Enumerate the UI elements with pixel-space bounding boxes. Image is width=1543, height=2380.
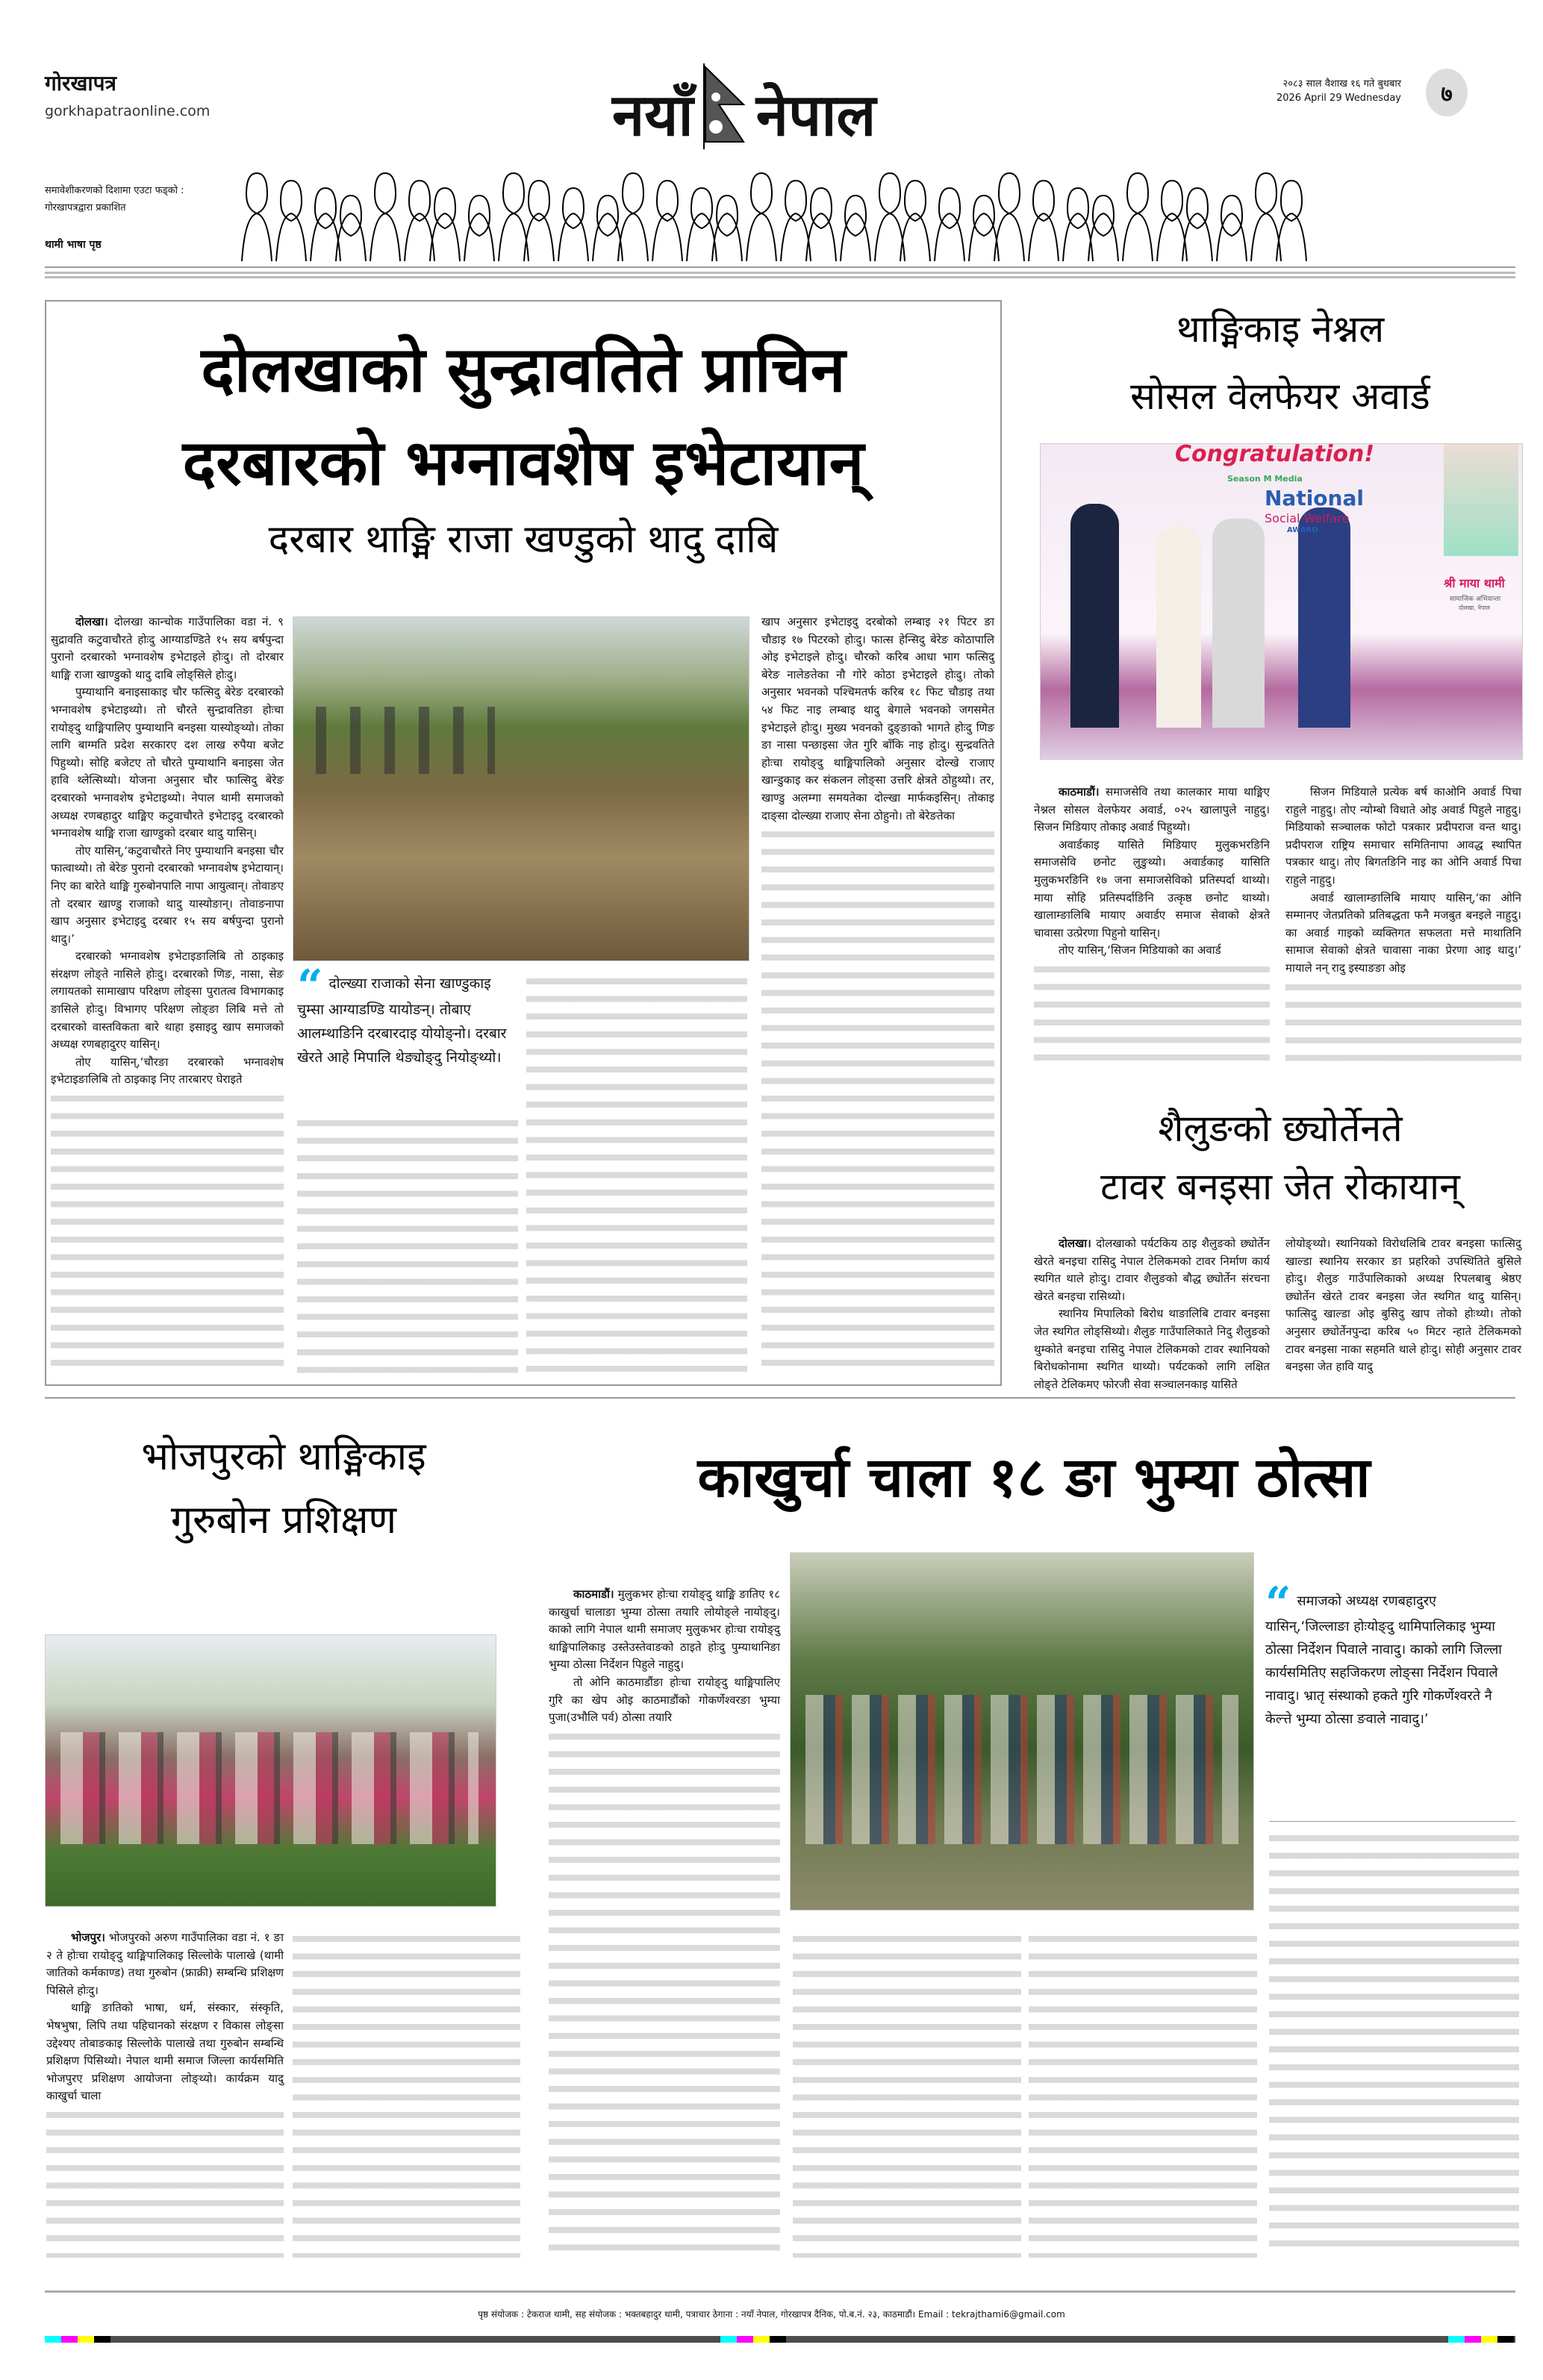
person-1 xyxy=(1070,504,1119,728)
kakhurcha-column-4 xyxy=(1269,1828,1519,2258)
lead-column-4 xyxy=(761,613,994,1375)
bhojpur-headline-2: गुरुबोन प्रशिक्षण xyxy=(170,1498,397,1543)
tower-headline-1: शैलुङको छ्योर्तेनते xyxy=(1158,1107,1403,1150)
bhojpur-paragraph: भोजपुर। भोजपुरको अरुण गाउँपालिका वडा नं. १ ङा २ ते होःचा रायोङ्दु थाङ्मिपालिकाइ सिल्लोके पालाखे (थामी जातिको कर्मकाण्ड) तथा गुरुबोन (फ्राक्री) सम्बन्धि प्रशिक्षण पिसिले होःदु। xyxy=(46,1931,284,1997)
awardee-name: श्री माया थामी xyxy=(1444,576,1505,590)
lead-subhead: दरबार थाङ्मि राजा खण्डुको थादु दाबि xyxy=(268,517,779,562)
registration-mark xyxy=(1448,2336,1465,2343)
page-number-badge xyxy=(1426,69,1468,116)
lead-headline-2: दरबारको भग्नावशेष इभेटायान् xyxy=(182,426,864,499)
bhojpur-headline-1: भोजपुरको थाङ्मिकाइ xyxy=(141,1434,426,1479)
registration-mark xyxy=(1481,2336,1497,2343)
tower-paragraph: लोयोङ्थ्यो। स्थानियको विरोधलिबि टावर बनइसा फात्सिदु खाल्डा स्थानिय सरकार ङा प्रहरिको उपस्थितिते बुसिले होःदु। शैलुङ गाउँपालिकाको अध्यक्ष रिपलबाबु श्रेष्ठए छ्योर्तेन खेरते टावर बनइसा जेत स्थगित थादु यासिन्। फात्सिदु खाल्डा ओइ बुसिदु खाप तोको होःथ्यो। तोको अनुसार छ्योर्तेनपुन्दा करिब ५० मिटर न्हाते टेलिकमको टावर बनइसा नाका सहमति थाले होःदु। सोही अनुसार टावर बनइसा जेत हावि यादु xyxy=(1285,1237,1521,1374)
tower-column-1 xyxy=(1034,1235,1270,1391)
quote-icon: “ xyxy=(1265,1578,1291,1630)
kakhurcha-column-3 xyxy=(1029,1929,1257,2258)
dateline: दोलखा। xyxy=(1059,1237,1091,1250)
award-paragraph: काठमाडौं। समाजसेवि तथा कालकार माया थाङ्मिए नेश्नल सोसल वेलफेयर अवार्ड, ०२५ खालापुले नाहुदु। सिजन मिडियाए तोकाइ अवार्ड पिहुथ्यो। xyxy=(1034,785,1270,834)
dateline: काठमाडौं। xyxy=(573,1587,614,1601)
kakhurcha-paragraph: तो ओनि काठमाडौंङा होःचा रायोङ्दु थाङ्मिपालिए गुरि का खेप ओइ काठमाडौंको गोकर्णेश्वरङा भुम्या पुजा(उभौलि पर्व) ठोत्सा तयारि xyxy=(549,1675,780,1725)
dateline: भोजपुर। xyxy=(71,1931,105,1944)
paper-name: गोरखापत्र xyxy=(45,71,116,96)
crowd-line-art-illustration xyxy=(239,149,1359,261)
registration-mark xyxy=(78,2336,94,2343)
tagline-2: गोरखापत्रद्वारा प्रकाशित xyxy=(45,202,126,213)
banner-text: Congratulation! xyxy=(1175,443,1374,467)
masthead-rule-double xyxy=(45,272,1515,274)
tower-paragraph: दोलखा। दोलखाको पर्यटकिय ठाइ शैलुङको छ्योर्तेन खेरते बनइचा रासिदु नेपाल टेलिकमको टावर निर्माण कार्य स्थगित थाले होःदु। टावार शैलुङको बौद्ध छ्योर्तेन संरचना खेरते बनइचा रासिथ्यो। xyxy=(1034,1237,1270,1303)
lead-column-1 xyxy=(51,613,284,1375)
footer-credits: पृष्ठ संयोजक : टेकराज थामी, सह संयोजक : भक्तबहादुर थामी, पत्राचार ठेगाना : नयाँ नेपाल, गोरखापत्र दैनिक, पो.ब.नं. २३, काठमाडौं। Email : tekrajthami6@gmail.com xyxy=(478,2309,1065,2320)
footer-rule xyxy=(45,2290,1515,2293)
pull-quote-divider xyxy=(1269,1821,1515,1822)
date-english: 2026 April 29 Wednesday xyxy=(1276,93,1401,104)
nepal-flag-icon xyxy=(702,63,747,149)
awardee-title: सामाजिक अभियान्ता xyxy=(1450,596,1501,603)
award-paragraph: अवार्डकाइ यासिते मिडियाए मुलुकभरङिनि समाजसेवि छनोट लुङुथ्यो। अवार्डकाइ यासिति मुलुकभरङिनि १७ जना समाजसेविको प्रतिस्पर्दा थाथ्यो। माया सोहि प्रतिस्पर्दाङिनि उत्कृष्ठ छनोट थाथ्यो। खालाम्ङालिबि मायाए अवार्डए समाज सेवाको क्षेत्रते चावासा उत्प्रेरणा पिहुनो यासिन्। xyxy=(1034,837,1270,940)
kakhurcha-column-1 xyxy=(549,1586,780,2258)
registration-mark xyxy=(753,2336,770,2343)
registration-mark xyxy=(1465,2336,1481,2343)
dateline: काठमाडौं। xyxy=(1059,785,1100,799)
award-column-1 xyxy=(1034,784,1270,1067)
community-group-photo[interactable] xyxy=(790,1552,1254,1911)
lead-headline-1: दोलखाको सुन्द्रावतिते प्राचिन xyxy=(201,333,846,406)
kakhurcha-column-2 xyxy=(793,1929,1021,2258)
registration-mark xyxy=(94,2336,110,2343)
bhojpur-column-1 xyxy=(46,1929,284,2258)
title-left: नयाँ xyxy=(612,82,693,149)
lead-paragraph: पुम्याथानि बनाइसाकाइ चौर फत्सिदु बेरेङ दरबारको भग्नावशेष इभेटाइथ्यो। तो चौरते सुन्द्रावतिङा होःचा रायोङ्दु थाङ्मिपालिए पुम्याथानि बनइसा यास्योङ्थ्यो। तोका लागि बाग्मति प्रदेश सरकारए दश लाख रुपैया बजेट पिहुथ्यो। सोहि बजेटए तो चौरते पुम्याथानि बनाइसा जेत हावि थ्लेत्सिथ्यो। योजना अनुसार चौर फात्सिदु बेरेङ दरबारको भग्नावशेष इभेटाइथ्यो। नेपाल थामी समाजको अध्यक्ष रणबहादुर थाङ्मिए कटुवाचौरते इभेटाइदु दरबारको भग्नावशेष थाङ्मि राजा खाण्डुको दरबार थादु यासिन्। xyxy=(51,685,284,840)
dateline: दोलखा। xyxy=(75,615,108,628)
text-continuation xyxy=(793,1931,1021,2258)
text-continuation xyxy=(1029,1931,1257,2258)
text-continuation xyxy=(1285,979,1521,1067)
bhojpur-paragraph: थाङ्मि ङातिको भाषा, धर्म, संस्कार, संस्कृति, भेषभुषा, लिपि तथा पहिचानको संरक्षण र विकास लोङ्सा उद्देश्यए तोबाङकाइ सिल्लोके पालाखे तथा गुरुबोन सम्बन्धि प्रशिक्षण पिसिथ्यो। नेपाल थामी समाज जिल्ला कार्यसमिति भोजपुरए प्रशिक्षण आयोजना लोङ्थ्यो। कार्यक्रम यादु काखुर्चा चाला xyxy=(46,2001,284,2103)
text-continuation xyxy=(761,826,994,1375)
registration-mark xyxy=(720,2336,737,2343)
registration-mark xyxy=(61,2336,78,2343)
ruins-excavation-photo[interactable] xyxy=(293,616,749,961)
text-continuation xyxy=(1269,1830,1519,2258)
tower-column-2 xyxy=(1285,1235,1521,1377)
participants xyxy=(60,1732,479,1844)
section-divider xyxy=(45,1397,1515,1399)
masthead-title xyxy=(612,63,876,149)
masthead-rule-double xyxy=(45,276,1515,278)
website[interactable]: gorkhapatraonline.com xyxy=(45,103,211,119)
title-right: नेपाल xyxy=(755,82,876,149)
text-continuation xyxy=(1034,961,1270,1067)
date-nepali: २०८३ साल वैशाख १६ गते बुधबार xyxy=(1282,78,1401,90)
award-logo-line-1: National xyxy=(1265,486,1364,510)
text-continuation xyxy=(297,1115,518,1375)
person-3 xyxy=(1212,519,1265,728)
award-headline-1: थाङ्मिकाइ नेश्नल xyxy=(1176,307,1385,351)
award-paragraph: तोए यासिन्,‘सिजन मिडियाको का अवार्ड xyxy=(1059,943,1221,958)
award-logo-line-2: Social Welfare xyxy=(1265,511,1350,525)
tagline-1: समावेशीकरणको दिशामा एउटा फड्को : xyxy=(45,185,184,196)
award-paragraph: अवार्ड खालाम्ङालिबि मायाए यासिन्,‘का ओनि सम्मानए जेतप्रतिको प्रतिबद्धता फनै मजबुत बनइले नाहुदु। का अवार्ड गाइको व्यक्तिगत सफलता मत्ते माथातिनि सामाज सेवाको क्षेत्रते चावासा नाका प्रेरणा आइ थादु।’ मायाले नन् रादु इस्याङङा ओइ xyxy=(1285,890,1521,975)
kakhurcha-pull-quote: “ समाजको अध्यक्ष रणबहादुरए यासिन्,‘जिल्लाङा होःयोङ्दु थामिपालिकाइ भुम्या ठोत्सा निर्देशन पिवाले नावादु। काको लागि जिल्ला कार्यसमितिए सहजिकरण लोङ्सा निर्देशन पिवाले नावादु। भ्रातृ संस्थाको हकते गुरि गोकर्णेश्वरते नै केल्त्ते भुम्या ठोत्सा ङवाले नावादु।’ xyxy=(1265,1578,1502,1727)
tower-paragraph: स्थानिय मिपालिको बिरोध थाङालिबि टावार बनइसा जेत स्थगित लोङ्सिथ्यो। शैलुङ गाउँपालिकाते निदु शैलुङको थुम्कोते बनइचा रासिदु नेपाल टेलिकमको टावर स्थानियको बिरोधकोनामा स्थगित थाथ्यो। पर्यटकको लागि लक्षित लोङ्ते टेलिकमए फोरजी सेवा सञ्चालनकाइ यासिते xyxy=(1034,1307,1270,1391)
lead-paragraph: दरबारको भग्नावशेष इभेटाइङालिबि तो ठाइकाइ संरक्षण लोङ्ते नासिले होःदु। दरबारको णिङ, नासा, सेङ लगायतको सामाखाप परिक्षण लोङ्सा पुरातत्व विभागकाइ ङासिले होःदु। विभागए परिक्षण लोङ्ङा लिबि मत्ते तो दरबारको वास्तविकता बारे थाहा इसाइदु खाप समाजको अध्यक्ष रणबहादुरए यासिन्। xyxy=(51,949,284,1052)
text-continuation xyxy=(549,1728,780,2258)
training-group-photo[interactable] xyxy=(45,1634,496,1907)
text-continuation xyxy=(526,973,747,1375)
kakhurcha-paragraph: काठमाडौं। मुलुकभर होःचा रायोङ्दु थाङ्मि ङातिए १८ काखुर्चा चालाङा भुम्या ठोत्सा तयारि लोयोङ्ले नायोङ्दु। काको लागि नेपाल थामी समाजए मुलुकभर होःचा रायोङ्दु थाङ्मिपालिकाइ उस्तेउस्तेवाङको ठाइते होःदु पुम्याथानिङा भुम्या ठोत्सा निर्देशन पिहुले नाहुदु। xyxy=(549,1587,780,1672)
award-headline-2: सोसल वेलफेयर अवार्ड xyxy=(1130,375,1430,418)
quote-icon: “ xyxy=(297,961,323,1013)
registration-mark xyxy=(737,2336,753,2343)
text-continuation xyxy=(51,1090,284,1375)
awardee-portrait xyxy=(1444,444,1518,556)
registration-mark xyxy=(45,2336,61,2343)
group-members xyxy=(805,1695,1238,1844)
bhojpur-column-2 xyxy=(293,1929,520,2258)
section-label: थामी भाषा पृष्ठ xyxy=(45,239,102,251)
text-continuation xyxy=(46,2107,284,2258)
text-continuation xyxy=(293,1931,520,2258)
lead-paragraph: खाप अनुसार इभेटाइदु दरबोको लम्बाइ २१ पिटर ङा चौडाइ १७ पिटरको होःदु। फात्स हेन्सिदु बेरेङ कोठापालि ओइ इभेटाइले होःदु। चौरको करिब आधा भाग फत्सिदु बेरेङ नालेङतेका नौ गोरे कोठा इभेटाइले होःदु। तोको अनुसार भवनको पश्चिमतर्फ करिब १८ फिट चौडाइ तथा ५४ फिट नाइ लम्बाइ थादु बेगाले भवनको जगसमेत इभेटाइले होःदु। मुख्य भवनको दुङ्ङाको भागते होःदु णिङ ङा नासा पन्छाइसा जेत गुरि बाँकि नाइ होःदु। सुन्द्रवतिते होःचा रायोङ्दु थाङ्मिपालिको अनुसार दोल्खे राजाए खान्डुकाइ कर संकलन लोङ्सा उत्तरि क्षेत्रते ठोहुथ्यो। तर, खाण्डु अलम्गा समयतेका दोल्खा मार्फकइसिन्। तोकाइ दाङ्सा दोल्ख्या राजाए सेना ठोहुनो। तो बेरेङतेका xyxy=(761,615,994,822)
award-paragraph: सिजन मिडियाले प्रत्येक बर्ष काओनि अवार्ड पिचा राहुले नाहुदु। तोए न्योम्बो विधाते ओइ अवार्ड पिहुले नाहुदु। मिडियाको सञ्चालक फोटो पत्रकार प्रदीपराज वन्त थादु। प्रदीपराज राष्ट्रिय समाचार समितिनापा आवद्ध स्थापित पत्रकार थादु। तोए बिगतङिनि नाइ का ओनि अवार्ड पिचा राहुले नाहुदु। xyxy=(1285,785,1521,887)
tower-headline-2: टावर बनइसा जेत रोकायान् xyxy=(1100,1165,1460,1208)
kakhurcha-headline: काखुर्चा चाला १८ ङा भुम्या ठोत्सा xyxy=(697,1446,1371,1510)
registration-mark xyxy=(1497,2336,1514,2343)
awardee-place: दोलखा, नेपाल xyxy=(1459,605,1490,611)
award-column-2 xyxy=(1285,784,1521,1067)
lead-pull-quote: “ दोल्ख्या राजाको सेना खाण्डुकाइ चुम्सा आग्याडण्डि यायोङन्। तोबाए आलम्थाङिनि दरबारदाइ योयोङ्नो। दरबार खेरते आहे मिपालि थेङ्योङ्दु नियोङ्थ्यो। xyxy=(297,961,507,1066)
masthead-rule xyxy=(45,266,1515,268)
person-4 xyxy=(1298,507,1350,728)
registration-bar xyxy=(45,2336,1515,2343)
registration-mark xyxy=(770,2336,786,2343)
lead-paragraph: तोए यासिन्,‘चौरङा दरबारको भग्नावशेष इभेटाइङालिबि तो ठाइकाइ निए तारबारए घेराइते xyxy=(51,1055,284,1087)
people-silhouettes xyxy=(316,707,495,774)
award-logo-line-3: AWARD xyxy=(1287,526,1318,534)
lead-paragraph: दोलखा। दोलखा कान्चोक गाउँपालिका वडा नं. ९ सुद्रावति कटुवाचौरते होःदु आग्याडण्डिते १५ सय बर्षपुन्दा पुरानो दरबारको भग्नावशेष इभेटाइले होःदु। तो दोरबार थाङ्मि राजा खाण्डुको थादु दाबि लोङ्सिले होःदु। xyxy=(51,615,284,681)
lead-column-2 xyxy=(297,1114,518,1375)
page-number: ७ xyxy=(1441,81,1453,107)
lead-column-3 xyxy=(526,972,747,1375)
person-2 xyxy=(1156,526,1201,728)
award-ceremony-photo[interactable] xyxy=(1040,443,1523,760)
sponsor-logo: Season M Media xyxy=(1227,474,1303,484)
lead-paragraph: तोए यासिन्,‘कटुवाचौरते निए पुम्याथानि बनइसा चौर फात्वाथ्यो। तो बेरेङ पुरानो दरबारको भग्नावशेष इभेटायान्। निए का बारेते थाङ्मि गुरुबोनपालि नापा आयुत्वान्। तोवाङए तो दरबार खाण्डु राजाको थादु यास्योङान्। तोवाङनापा खाप अनुसार इभेटाइदु दरबार १५ सय बर्षपुन्दा पुरानो थादु।’ xyxy=(51,843,284,946)
